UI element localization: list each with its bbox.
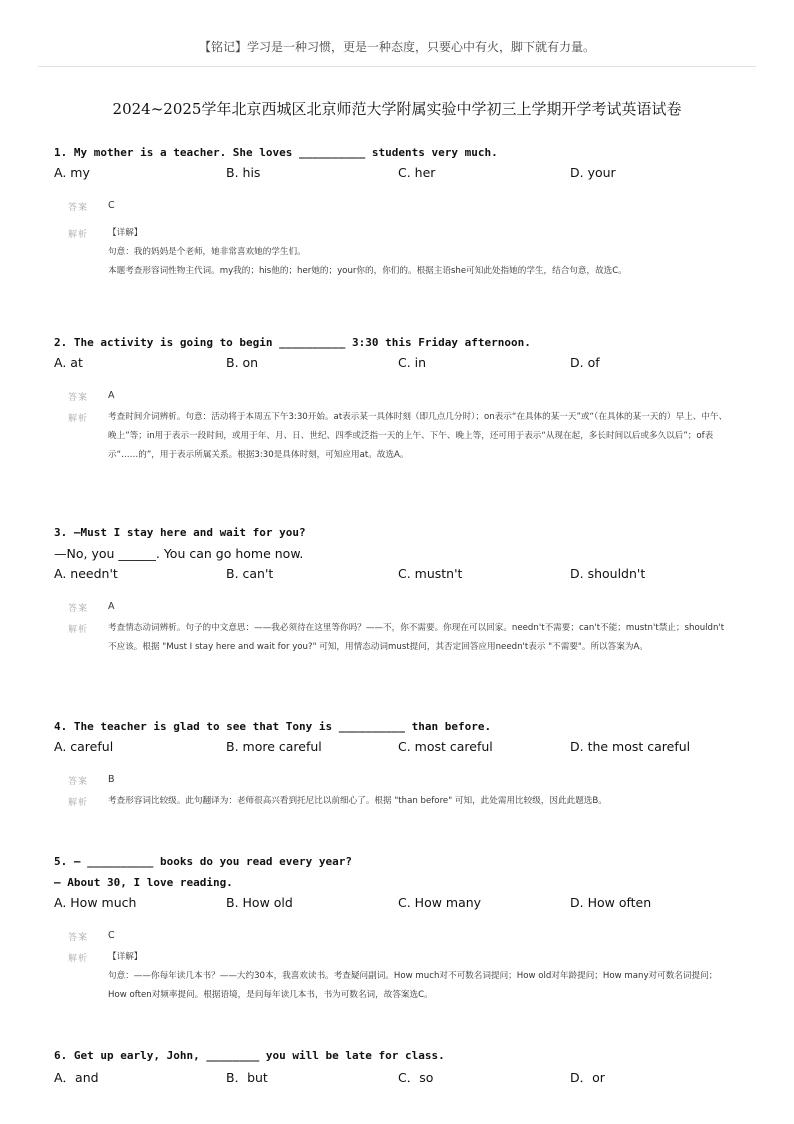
option-b: B. How old (226, 895, 293, 910)
option-a: A. needn't (54, 566, 118, 581)
option-b: B. on (226, 355, 259, 370)
option-b: B. more careful (226, 739, 322, 754)
question-stem: 6. Get up early, John, ________ you will be late for class. (54, 1049, 445, 1062)
analysis-line: 考查情态动词辨析。句子的中文意思：——我必须待在这里等你吗？——不，你不需要。你现在可以回家。needn't不需要；can't不能；mustn't禁止；shouldn't不应该。根据 "Must I stay here and wait for you?" 可知，用情态动词must提问，其否定回答应用needn't表示 "不需要"。所以答案为A。 (108, 623, 725, 652)
option-d: D. shouldn't (570, 566, 646, 581)
option-row (54, 737, 744, 759)
answer-label: 答案 (68, 203, 89, 213)
question-4 (54, 716, 744, 811)
analysis-row (54, 792, 744, 811)
option-a: A. at (54, 355, 83, 370)
option-d: D. your (570, 165, 616, 180)
analysis-line: 句意：我的妈妈是个老师，她非常喜欢她的学生们。 (108, 247, 306, 257)
option-row (54, 893, 744, 915)
option-a: A. How much (54, 895, 137, 910)
option-c: C. mustn't (398, 566, 463, 581)
option-b: B. his (226, 165, 261, 180)
answer-value: A (108, 390, 115, 401)
analysis-label: 解析 (68, 230, 89, 240)
answer-value: B (108, 774, 115, 785)
analysis-label: 解析 (68, 414, 89, 424)
analysis-row (54, 948, 744, 1005)
option-a: A. careful (54, 739, 114, 754)
answer-value: C (108, 200, 115, 211)
answer-row (54, 774, 744, 788)
answer-label: 答案 (68, 393, 89, 403)
option-d: D．or (570, 1070, 605, 1085)
answer-row (54, 601, 744, 615)
header-motto: 【铭记】学习是一种习惯，更是一种态度，只要心中有火，脚下就有力量。 (198, 40, 595, 54)
answer-label: 答案 (68, 777, 89, 787)
analysis-label: 解析 (68, 798, 89, 808)
answer-label: 答案 (68, 604, 89, 614)
question-stem: 5. — __________ books do you read every year? (54, 855, 353, 868)
analysis-line: 考查时间介词辨析。句意：活动将于本周五下午3:30开始。at表示某一具体时刻（即几点几分时）；on表示“在具体的某一天”或“（在具体的某一天的）早上、中午、晚上”等；in用于表示一段时间，或用于年、月、日、世纪、四季或泛指一天的上午、下午、晚上等，还可用于表示“从现在起，多长时间以后或多久以后”；of表示“……的”，用于表示所属关系。根据3:30是具体时刻，可知应用at。故选A。 (108, 412, 728, 460)
option-d: D. How often (570, 895, 652, 910)
option-row (54, 564, 744, 586)
question-stem: 1. My mother is a teacher. She loves __________ students very much. (54, 146, 498, 159)
option-d: D. of (570, 355, 600, 370)
question-stem: 3. —Must I stay here and wait for you? (54, 526, 306, 539)
option-d: D. the most careful (570, 739, 691, 754)
answer-value: A (108, 601, 115, 612)
question-stem-line-2: —No, you ______. You can go home now. (54, 546, 304, 561)
analysis-label: 解析 (68, 625, 89, 635)
option-c: C. in (398, 355, 427, 370)
answer-row (54, 930, 744, 944)
option-b: B．but (226, 1070, 268, 1085)
analysis-line: 考查形容词比较级。此句翻译为：老师很高兴看到托尼比以前细心了。根据 "than before" 可知，此处需用比较级，因此此题选B。 (108, 796, 607, 806)
option-c: C. How many (398, 895, 482, 910)
analysis-text (108, 408, 728, 465)
analysis-row (54, 224, 744, 281)
answer-row (54, 390, 744, 404)
analysis-text (108, 224, 728, 281)
analysis-label: 解析 (68, 954, 89, 964)
question-5 (54, 851, 744, 1005)
question-3 (54, 522, 744, 657)
analysis-line: 【详解】 (108, 228, 143, 238)
question-2 (54, 332, 744, 465)
question-6 (54, 1045, 744, 1088)
analysis-line: 句意：——你每年读几本书？——大约30本，我喜欢读书。考查疑问副词。How much对不可数名词提问；How old对年龄提问；How many对可数名词提问；How often对频率提问。根据语境，是问每年读几本书，书为可数名词，故答案选C。 (108, 971, 718, 1000)
analysis-line: 本题考查形容词性物主代词。my我的；his他的；her她的；your你的，你们的。根据主语she可知此处指她的学生，结合句意，故选C。 (108, 266, 627, 276)
option-c: C. most careful (398, 739, 493, 754)
answer-row (54, 200, 744, 214)
analysis-row (54, 408, 744, 465)
option-b: B. can't (226, 566, 274, 581)
question-stem-line-2: — About 30, I love reading. (54, 876, 233, 889)
analysis-text (108, 792, 728, 811)
option-c: C. her (398, 165, 436, 180)
answer-label: 答案 (68, 933, 89, 943)
question-stem: 4. The teacher is glad to see that Tony is __________ than before. (54, 720, 492, 733)
analysis-text (108, 619, 728, 657)
question-stem: 2. The activity is going to begin __________ 3:30 this Friday afternoon. (54, 336, 531, 349)
option-row (54, 163, 744, 185)
header-divider (38, 66, 756, 67)
analysis-line: 【详解】 (108, 952, 143, 962)
option-row (54, 353, 744, 375)
option-a: A．and (54, 1070, 99, 1085)
option-a: A. my (54, 165, 90, 180)
option-row (54, 1066, 744, 1088)
option-c: C．so (398, 1070, 434, 1085)
analysis-text (108, 948, 728, 1005)
analysis-row (54, 619, 744, 657)
question-1 (54, 142, 744, 281)
answer-value: C (108, 930, 115, 941)
page-title: 2024~2025学年北京西城区北京师范大学附属实验中学初三上学期开学考试英语试卷 (112, 100, 682, 118)
